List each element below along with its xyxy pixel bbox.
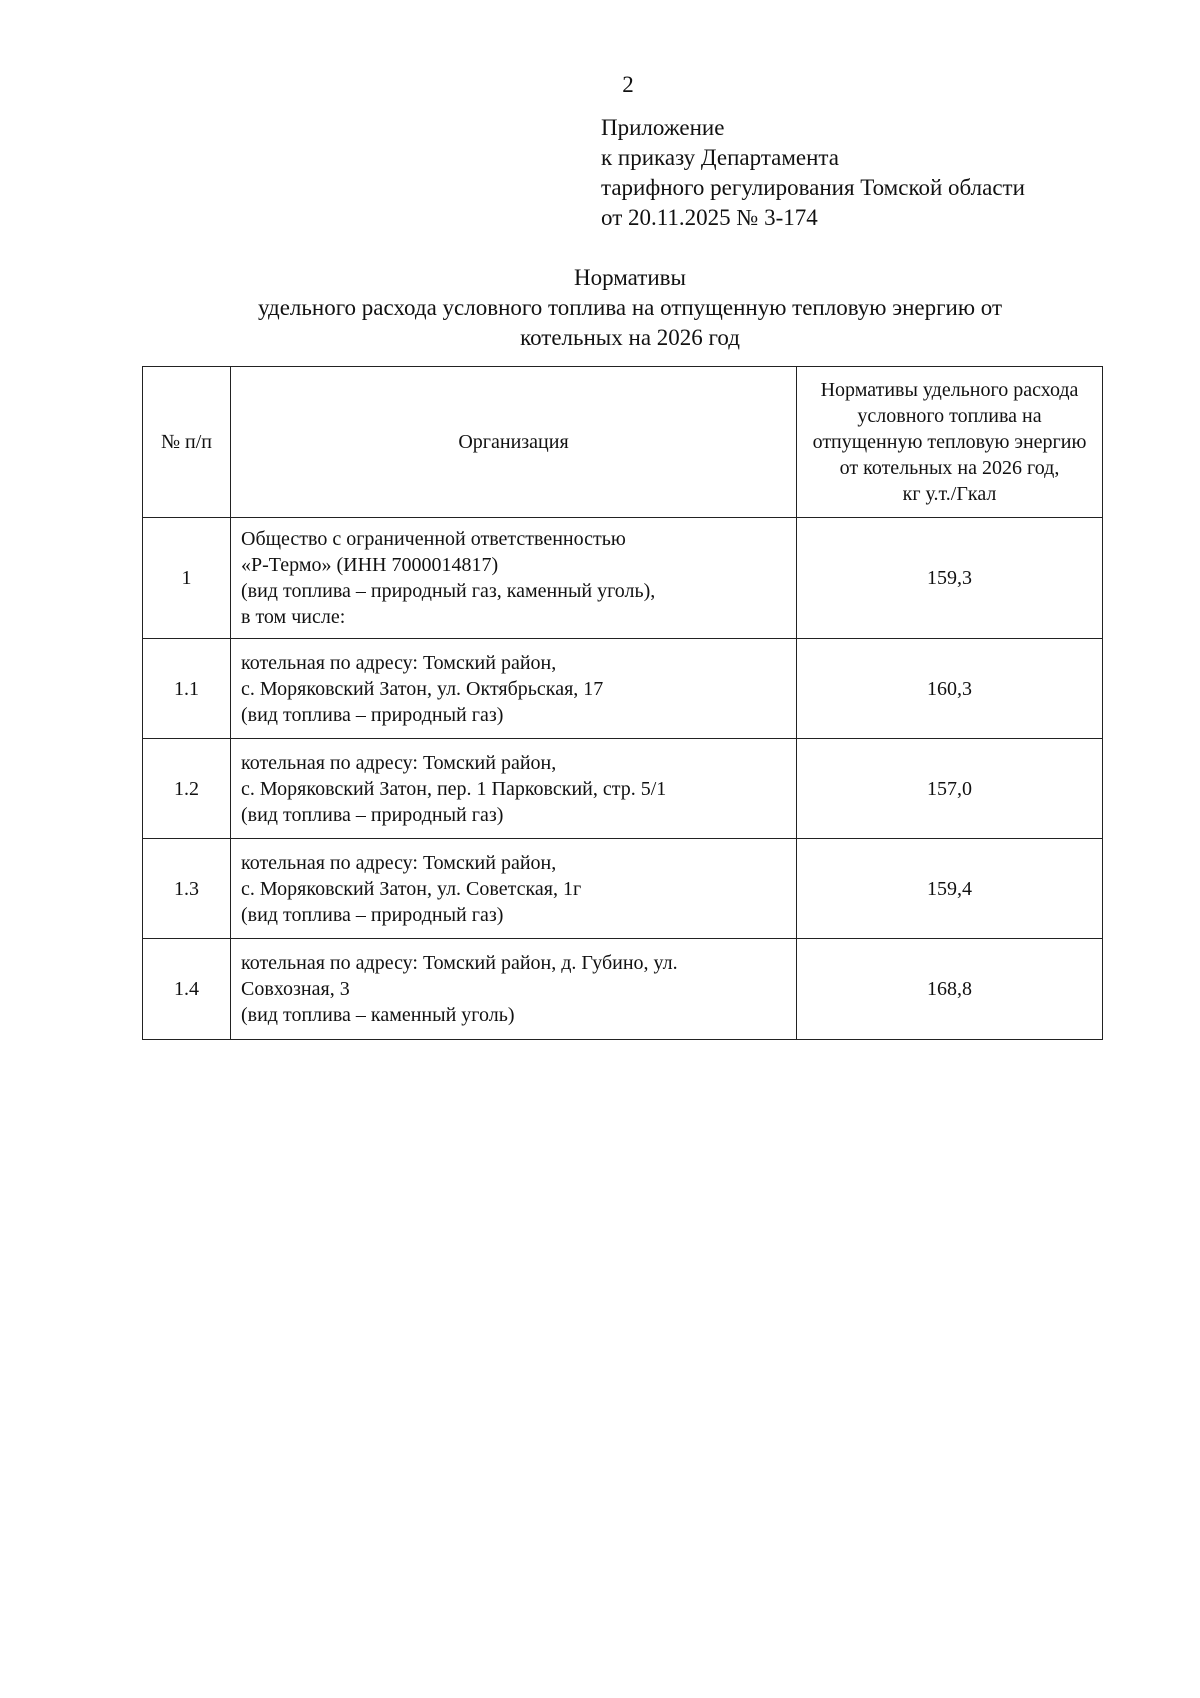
header-value-line: условного топлива на [857,405,1042,427]
document-title [140,263,1120,353]
row-norm-value: 168,8 [797,939,1103,1040]
row-organization [231,518,797,639]
appendix-block [601,113,1025,233]
org-line: с. Моряковский Затон, ул. Советская, 1г [241,877,582,900]
table-row [143,639,1103,739]
org-line: котельная по адресу: Томский район, [241,651,557,674]
row-number: 1 [143,518,231,639]
appendix-line: к приказу Департамента [601,145,839,170]
header-value-line: от котельных на 2026 год, [839,457,1060,479]
header-organization: Организация [231,367,797,518]
org-line: с. Моряковский Затон, ул. Октябрьская, 17 [241,677,604,700]
table-row [143,518,1103,639]
row-norm-value: 159,4 [797,839,1103,939]
row-organization [231,839,797,939]
org-line: (вид топлива – каменный уголь) [241,1004,515,1026]
org-line: «Р-Термо» (ИНН 7000014817) [241,554,499,576]
page-number: 2 [622,72,634,97]
row-number: 1.4 [143,939,231,1040]
header-norm-value [797,367,1103,518]
appendix-line: тарифного регулирования Томской области [601,175,1025,200]
title-line: Нормативы [574,265,686,290]
appendix-line: от 20.11.2025 № 3-174 [601,205,818,230]
row-number: 1.3 [143,839,231,939]
row-organization [231,739,797,839]
row-organization [231,939,797,1040]
org-line: (вид топлива – природный газ, каменный уголь), [241,580,656,602]
norms-table [142,366,1103,1040]
org-line: (вид топлива – природный газ) [241,903,504,926]
table-row [143,839,1103,939]
org-line: Совхозная, 3 [241,978,350,1000]
header-number: № п/п [143,367,231,518]
org-line: котельная по адресу: Томский район, [241,751,557,774]
title-line: котельных на 2026 год [520,325,740,350]
title-line: удельного расхода условного топлива на отпущенную тепловую энергию от [257,295,1003,320]
row-number: 1.1 [143,639,231,739]
org-line: с. Моряковский Затон, пер. 1 Парковский, стр. 5/1 [241,777,667,800]
table-row [143,939,1103,1040]
org-line: котельная по адресу: Томский район, [241,851,557,874]
appendix-line: Приложение [601,115,725,140]
org-line: в том числе: [241,606,346,628]
table-header-row [143,367,1103,518]
org-line: котельная по адресу: Томский район, д. Губино, ул. [241,952,678,974]
header-value-line: отпущенную тепловую энергию [812,431,1087,453]
header-value-line: Нормативы удельного расхода [820,379,1079,401]
row-norm-value: 157,0 [797,739,1103,839]
org-line: Общество с ограниченной ответственностью [241,528,626,550]
org-line: (вид топлива – природный газ) [241,803,504,826]
row-norm-value: 160,3 [797,639,1103,739]
org-line: (вид топлива – природный газ) [241,703,504,726]
row-norm-value: 159,3 [797,518,1103,639]
table-row [143,739,1103,839]
row-organization [231,639,797,739]
header-value-line: кг у.т./Гкал [902,483,997,505]
row-number: 1.2 [143,739,231,839]
